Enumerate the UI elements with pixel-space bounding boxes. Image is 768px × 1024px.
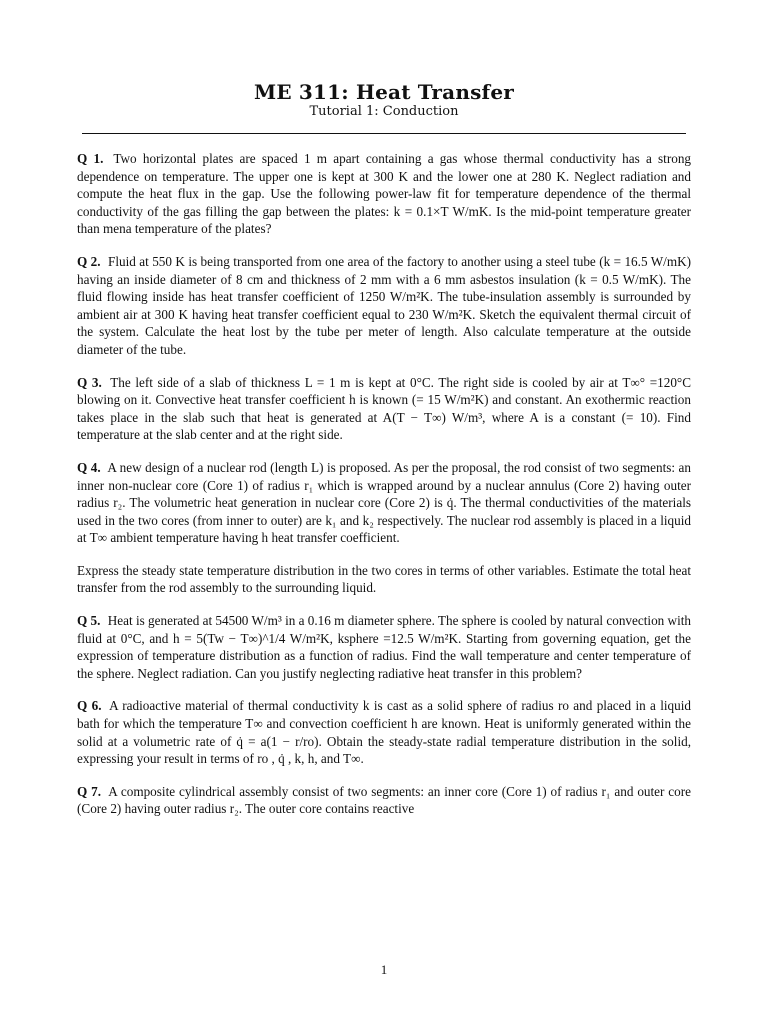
question-label: Q 7. [77,783,102,799]
question-text: Express the steady state temperature distribution in the two cores in terms of other variables. Estimate the total heat transfer from the rod assembly to the surrounding liquid. [77,562,691,596]
question-7 [77,783,691,818]
question-label: Q 3. [77,374,102,390]
question-2 [77,253,691,359]
question-text: Heat is generated at 54500 W/m³ in a 0.16 m diameter sphere. The sphere is cooled by natural convection with fluid at 0°C, and h = 5(Tw − T∞)^1/4 W/m²K, ksphere =12.5 W/m²K. Starting from governing equation, get the expression of temperature distribution as a function of radius. Find the wall temperature and center temperature of the sphere. Neglect radiation. Can you justify neglecting radiative heat transfer in this problem? [77,613,691,681]
question-list [77,150,691,833]
page-title: ME 311: Heat Transfer [253,80,514,104]
page-subtitle: Tutorial 1: Conduction [309,104,459,119]
question-label: Q 5. [77,613,101,629]
header-divider [82,133,686,134]
question-5 [77,612,691,682]
question-3 [77,374,691,444]
question-text: The left side of a slab of thickness L = 1 m is kept at 0°C. The right side is cooled by air at T∞° =120°C blowing on it. Convective heat transfer coefficient h is known (= 15 W/m²K) and constant. An exothermic reaction takes place in the slab such that heat is generated at A(T − T∞) W/m³, where A is a constant (= 10). Find temperature at the slab center and at the right side. [77,374,691,443]
question-label: Q 4. [77,459,101,475]
question-label: Q 2. [77,253,101,269]
question-4-continuation [77,562,691,597]
question-text: A new design of a nuclear rod (length L) is proposed. As per the proposal, the rod consist of two segments: an inner non-nuclear core (Core 1) of radius r₁ which is wrapped around by a nuclear annulus (Core 2) having outer radius r₂. The volumetric heat generation in nuclear core (Core 2) is q̇. The thermal conductivities of the materials used in the two cores (from inner to outer) are k₁ and k₂ respectively. The nuclear rod assembly is placed in a liquid at T∞ ambient temperature having h heat transfer coefficient. [77,459,692,546]
question-1 [77,150,691,238]
question-label: Q 6. [77,698,102,714]
question-label: Q 1. [77,151,104,166]
question-text: A composite cylindrical assembly consist of two segments: an inner core (Core 1) of radius r₁ and outer core (Core 2) having outer radius r₂. The outer core contains reactive [77,783,691,817]
question-text: Two horizontal plates are spaced 1 m apart containing a gas whose thermal conductivity has a strong dependence on temperature. The upper one is kept at 300 K and the lower one at 280 K. Neglect radiation and compute the heat flux in the gap. Use the following power-law fit for temperature dependence of the thermal conductivity of the gas filling the gap between the plates: k = 0.1×T W/mK. Is the mid-point temperature greater than mena temperature of the plates? [77,151,692,237]
question-4 [77,459,691,547]
question-text: A radioactive material of thermal conductivity k is cast as a solid sphere of radius ro and placed in a liquid bath for which the temperature T∞ and convection coefficient h are known. Heat is uniformly generated within the solid at a volumetric rate of q̇ = a(1 − r/ro). Obtain the steady-state radial temperature distribution in the solid, expressing your result in terms of ro , q̇ , k, h, and T∞. [77,698,692,767]
question-6 [77,697,691,767]
page-number: 1 [380,962,388,977]
question-text: Fluid at 550 K is being transported from one area of the factory to another using a steel tube (k = 16.5 W/mK) having an inside diameter of 8 cm and thickness of 2 mm with a 6 mm asbestos insulation (k = 0.5 W/mK). The fluid flowing inside has heat transfer coefficient of 1250 W/m²K. The tube-insulation assembly is surrounded by ambient air at 300 K having heat transfer coefficient equal to 230 W/m²K. Sketch the equivalent thermal circuit of the system. Calculate the heat lost by the tube per meter of length. Also calculate temperature at the outside diameter of the tube. [77,253,691,357]
